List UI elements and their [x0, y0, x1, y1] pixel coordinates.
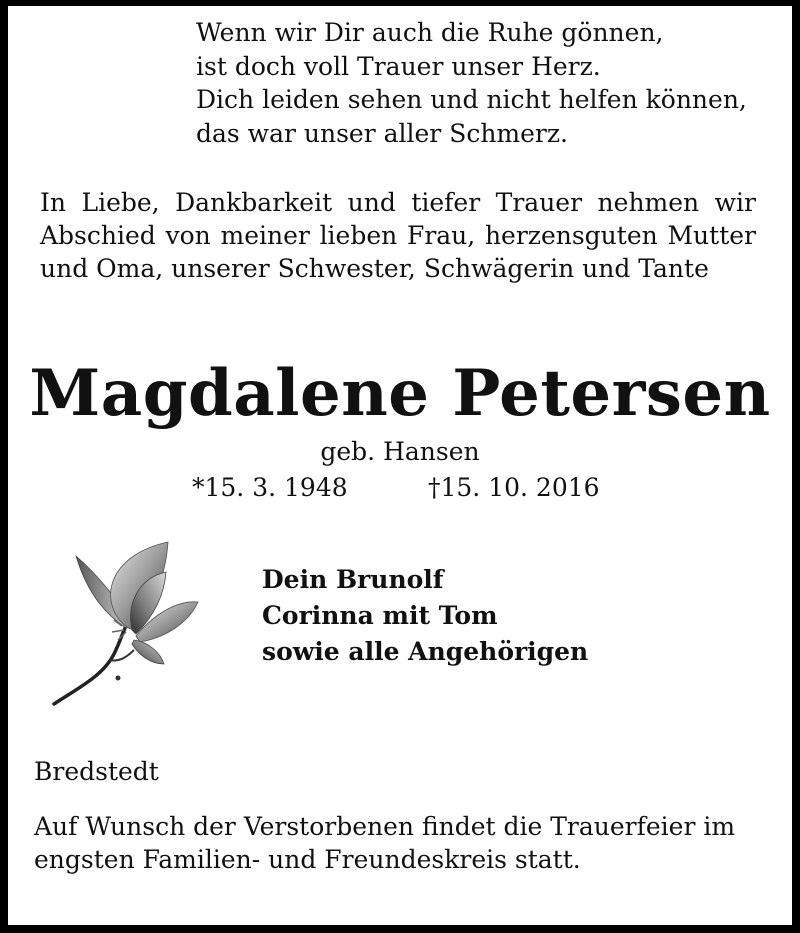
- deceased-name: Magdalene Petersen: [29, 356, 771, 431]
- poem-line: Dich leiden sehen und nicht helfen können,: [196, 85, 747, 114]
- place-name: Bredstedt: [34, 757, 159, 786]
- funeral-note: Auf Wunsch der Verstorbenen findet die Trauerfeier im engsten Familien- und Freundeskreis statt.: [34, 812, 736, 874]
- mourner: Dein Brunolf: [262, 565, 444, 594]
- intro-text: In Liebe, Dankbarkeit und tiefer Trauer nehmen wir Abschied von meiner lieben Frau, herzensguten Mutter und Oma, unserer Schwester, Schwägerin und Tante: [40, 188, 756, 283]
- maiden-name: geb. Hansen: [320, 437, 480, 466]
- birth-date: *15. 3. 1948: [192, 473, 348, 502]
- poem-line: ist doch voll Trauer unser Herz.: [196, 51, 601, 81]
- mourner: Corinna mit Tom: [262, 601, 498, 630]
- magnolia-flower-icon: [48, 536, 208, 708]
- death-date: †15. 10. 2016: [428, 473, 600, 502]
- poem: [196, 16, 747, 150]
- poem-line: Wenn wir Dir auch die Ruhe gönnen,: [196, 18, 664, 47]
- mourners-list: [262, 562, 588, 670]
- mourner: sowie alle Angehörigen: [262, 637, 589, 666]
- poem-line: das war unser aller Schmerz.: [196, 118, 568, 148]
